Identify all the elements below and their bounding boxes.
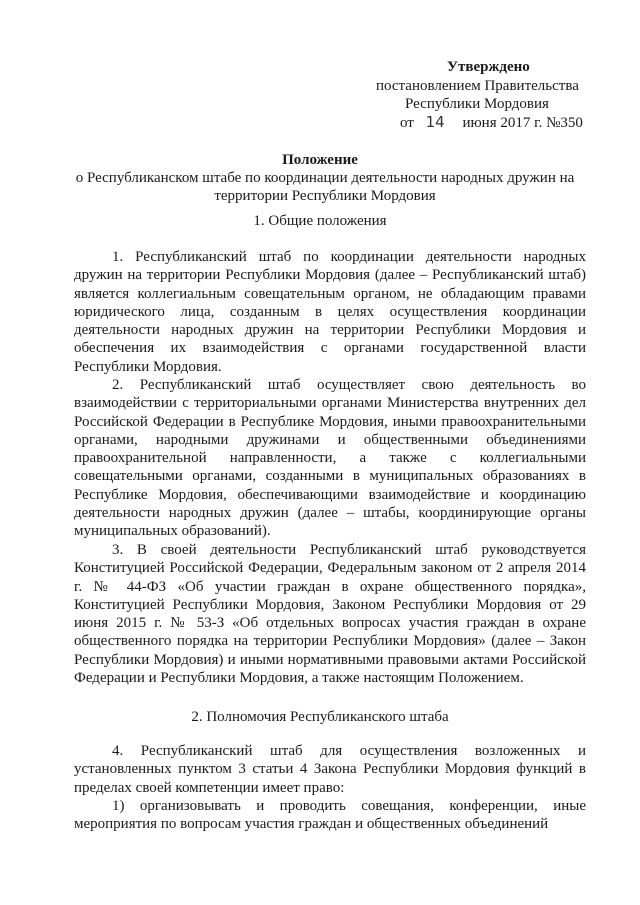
- paragraph-4-item-1: 1) организовывать и проводить совещания, конференции, иные мероприятия по вопросам участия граждан и общественных объединений: [74, 798, 586, 833]
- section-heading-powers: 2. Полномочия Республиканского штаба: [191, 709, 449, 725]
- paragraph-1: 1. Республиканский штаб по координации деятельности народных дружин на территории Республики Мордовия (далее – Республиканский штаб) является коллегиальным совещательным органом, не обладающим правами юридического лица, созданным в целях осуществления координации деятельности народных дружин на территории Республики Мордовия и обеспечения их взаимодействия с органами государственной власти Республики Мордовия.: [74, 249, 586, 375]
- approval-date-day: 14: [425, 113, 445, 131]
- approval-line-2: Республики Мордовия: [405, 96, 549, 112]
- approval-date-rest: июня 2017 г. №350: [462, 115, 583, 131]
- document-subtitle: о Республиканском штабе по координации деятельности народных дружин на территории Республики Мордовия: [75, 170, 575, 204]
- approval-line-1: постановлением Правительства: [376, 78, 579, 94]
- approval-title: Утверждено: [447, 59, 530, 75]
- approval-date-line: [400, 113, 583, 132]
- document-title: Положение: [282, 152, 358, 168]
- approval-date-prefix: от: [400, 115, 414, 131]
- paragraph-3: 3. В своей деятельности Республиканский штаб руководствуется Конституцией Российской Федерации, Федеральным законом от 2 апреля 2014 г. № 44-ФЗ «Об участии граждан в охране общественного порядка», Конституцией Республики Мордовия, Законом Республики Мордовия от 29 июня 2015 г. № 53-З «Об отдельных вопросах участия граждан в охране общественного порядка на территории Республики Мордовия» (далее – Закон Республики Мордовия) и иными нормативными правовыми актами Российской Федерации и Республики Мордовия, а также настоящим Положением.: [74, 542, 586, 687]
- paragraph-2: 2. Республиканский штаб осуществляет свою деятельность во взаимодействии с территориальными органами Министерства внутренних дел Российской Федерации в Республике Мордовия, иными правоохранительными органами, народными дружинами и общественными объединениями правоохранительной направленности, а также с коллегиальными совещательными органами, созданными в муниципальных образованиях в Республике Мордовия, обеспечивающими взаимодействие и координацию деятельности народных дружин (далее – штабы, координирующие органы муниципальных образований).: [74, 377, 586, 540]
- section-heading-general: 1. Общие положения: [253, 213, 387, 229]
- paragraph-4: 4. Республиканский штаб для осуществления возложенных и установленных пунктом 3 статьи 4 Закона Республики Мордовия функций в пределах своей компетенции имеет право:: [74, 743, 586, 796]
